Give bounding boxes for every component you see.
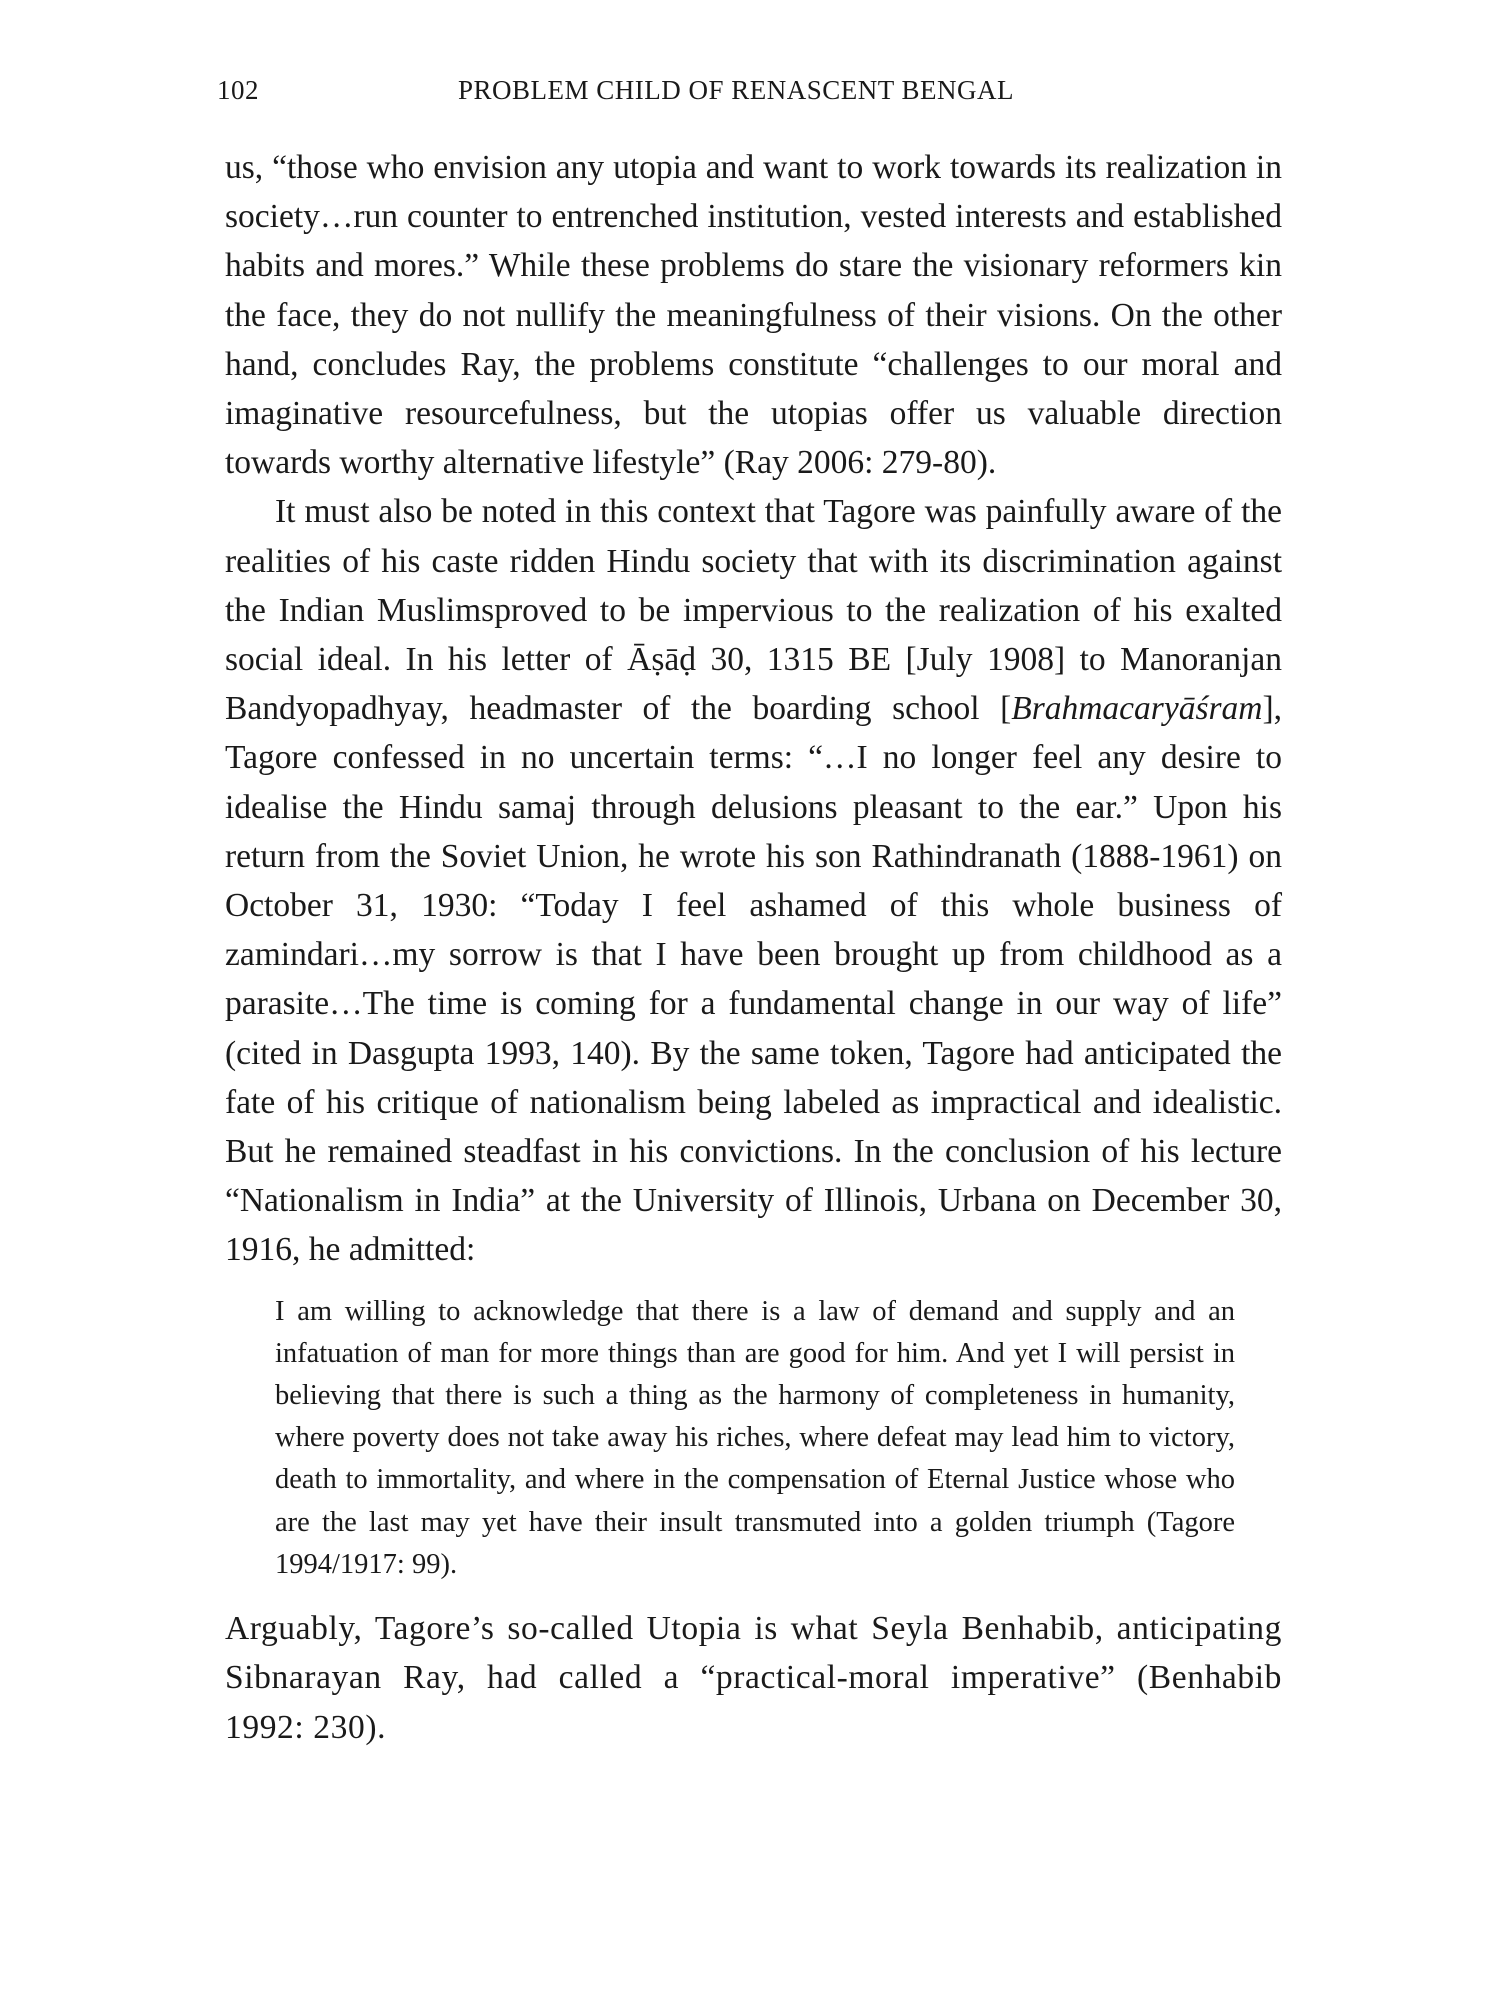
paragraph-1: us, “those who envision any utopia and want to work towards its realization in society…run counter to entrenched institution, vested interests and established habits and mores.” While these problems do stare the visionary reformers kin the face, they do not nullify the meaningfulness of their visions. On the other hand, concludes Ray, the problems constitute “challenges to our moral and imaginative resourcefulness, but the utopias offer us valuable direction towards worthy alternative lifestyle” (Ray 2006: 279-80). <box>225 149 1282 482</box>
page-number: 102 <box>217 75 259 105</box>
body-text <box>225 143 1282 1752</box>
paragraph-2 <box>225 487 1282 1274</box>
paragraph-3: Arguably, Tagore’s so-called Utopia is what Seyla Benhabib, anticipating Sibnarayan Ray, had called a “practical-moral imperative” (Benhabib 1992: 230). <box>225 1610 1282 1746</box>
running-title: PROBLEM CHILD OF RENASCENT BENGAL <box>458 75 1015 105</box>
paragraph-2-text-start: It must also be noted in this context that Tagore was painfully aware of the realities of his caste ridden Hindu society that with its discrimination against the Indian Muslimsproved to be impervious to the realization of his exalted social ideal. In his letter of Āṣāḍ 30, 1315 BE [July 1908] to Manoranjan Bandyopadhyay, headmaster of the boarding school [ <box>225 493 1282 728</box>
brahmacaryasram-italic: Brahmacaryāśram <box>1011 690 1263 728</box>
paragraph-2-text-end: ], Tagore confessed in no uncertain terms: “…I no longer feel any desire to idealise the Hindu samaj through delusions pleasant to the ear.” Upon his return from the Soviet Union, he wrote his son Rathindranath (1888-1961) on October 31, 1930: “Today I feel ashamed of this whole business of zamindari…my sorrow is that I have been brought up from childhood as a parasite…The time is coming for a fundamental change in our way of life” (cited in Dasgupta 1993, 140). By the same token, Tagore had anticipated the fate of his critique of nationalism being labeled as impractical and idealistic. But he remained steadfast in his convictions. In the conclusion of his lecture “Nationalism in India” at the University of Illinois, Urbana on December 30, 1916, he admitted: <box>225 690 1282 1269</box>
running-head <box>217 70 1282 110</box>
block-quote: I am willing to acknowledge that there is a law of demand and supply and an infatuation of man for more things than are good for him. And yet I will persist in believing that there is such a thing as the harmony of completeness in humanity, where poverty does not take away his riches, where defeat may lead him to victory, death to immortality, and where in the compensation of Eternal Justice whose who are the last may yet have their insult transmuted into a golden triumph (Tagore 1994/1917: 99). <box>275 1295 1235 1580</box>
